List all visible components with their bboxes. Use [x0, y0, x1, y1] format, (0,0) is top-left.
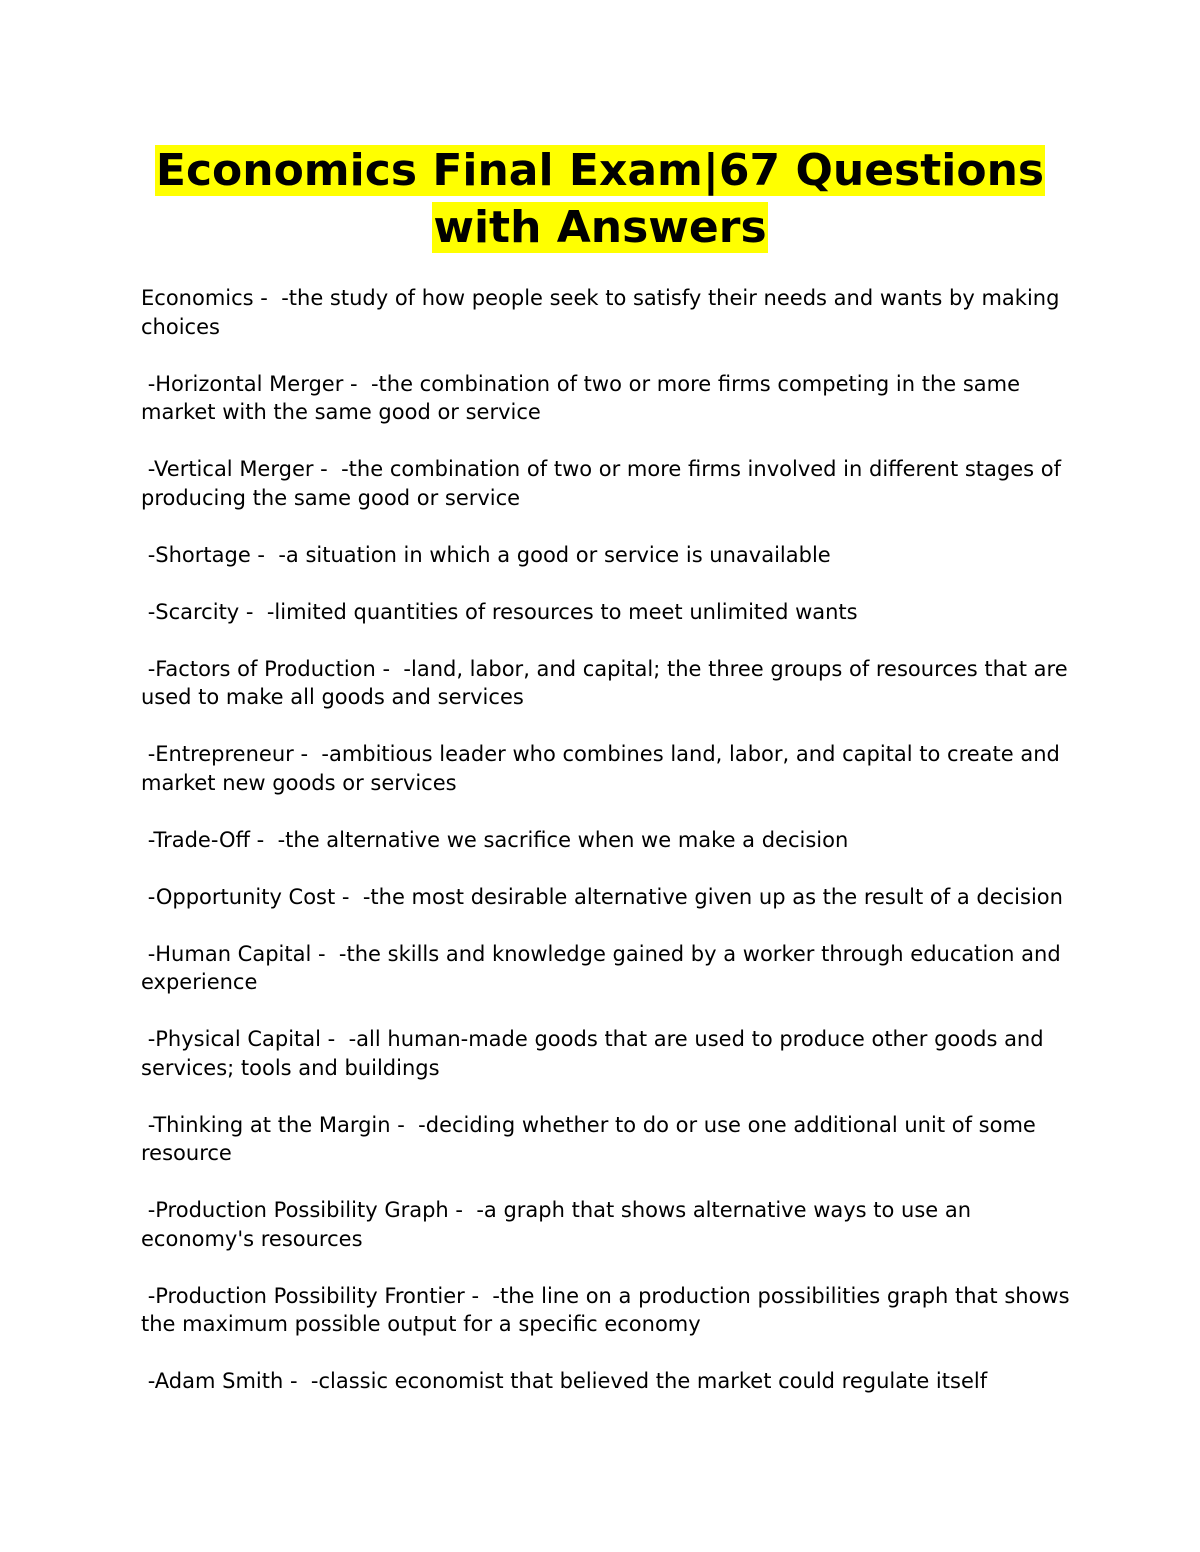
entry-economics: Economics - -the study of how people seek to satisfy their needs and wants by making choices	[141, 286, 1067, 339]
entry-production-possibility-frontier: -Production Possibility Frontier - -the line on a production possibilities graph that shows the maximum possible output for a specific economy	[141, 1283, 1077, 1336]
entry-entrepreneur: -Entrepreneur - -ambitious leader who combines land, labor, and capital to create and market new goods or services	[141, 742, 1067, 795]
entry-scarcity: -Scarcity - -limited quantities of resources to meet unlimited wants	[141, 599, 858, 624]
entry-list	[141, 284, 1077, 1424]
entry-thinking-at-the-margin: -Thinking at the Margin - -deciding whether to do or use one additional unit of some resource	[141, 1112, 1043, 1165]
entry-human-capital: -Human Capital - -the skills and knowledge gained by a worker through education and experience	[141, 941, 1068, 994]
entry-vertical-merger: -Vertical Merger - -the combination of two or more firms involved in different stages of producing the same good or service	[141, 457, 1068, 510]
entry-trade-off: -Trade-Off - -the alternative we sacrifice when we make a decision	[141, 827, 849, 852]
document-title	[100, 142, 1100, 256]
title-line-2: with Answers	[433, 202, 767, 253]
entry-opportunity-cost: -Opportunity Cost - -the most desirable alternative given up as the result of a decision	[141, 884, 1063, 909]
title-line-1: Economics Final Exam|67 Questions	[155, 145, 1045, 196]
entry-production-possibility-graph: -Production Possibility Graph - -a graph that shows alternative ways to use an economy's resources	[141, 1198, 978, 1251]
entry-physical-capital: -Physical Capital - -all human-made goods that are used to produce other goods and services; tools and buildings	[141, 1027, 1051, 1080]
entry-factors-of-production: -Factors of Production - -land, labor, and capital; the three groups of resources that are used to make all goods and services	[141, 656, 1075, 709]
entry-adam-smith: -Adam Smith - -classic economist that believed the market could regulate itself	[141, 1369, 988, 1393]
entry-horizontal-merger: -Horizontal Merger - -the combination of two or more firms competing in the same market with the same good or service	[141, 371, 1027, 424]
entry-shortage: -Shortage - -a situation in which a good or service is unavailable	[141, 542, 831, 567]
